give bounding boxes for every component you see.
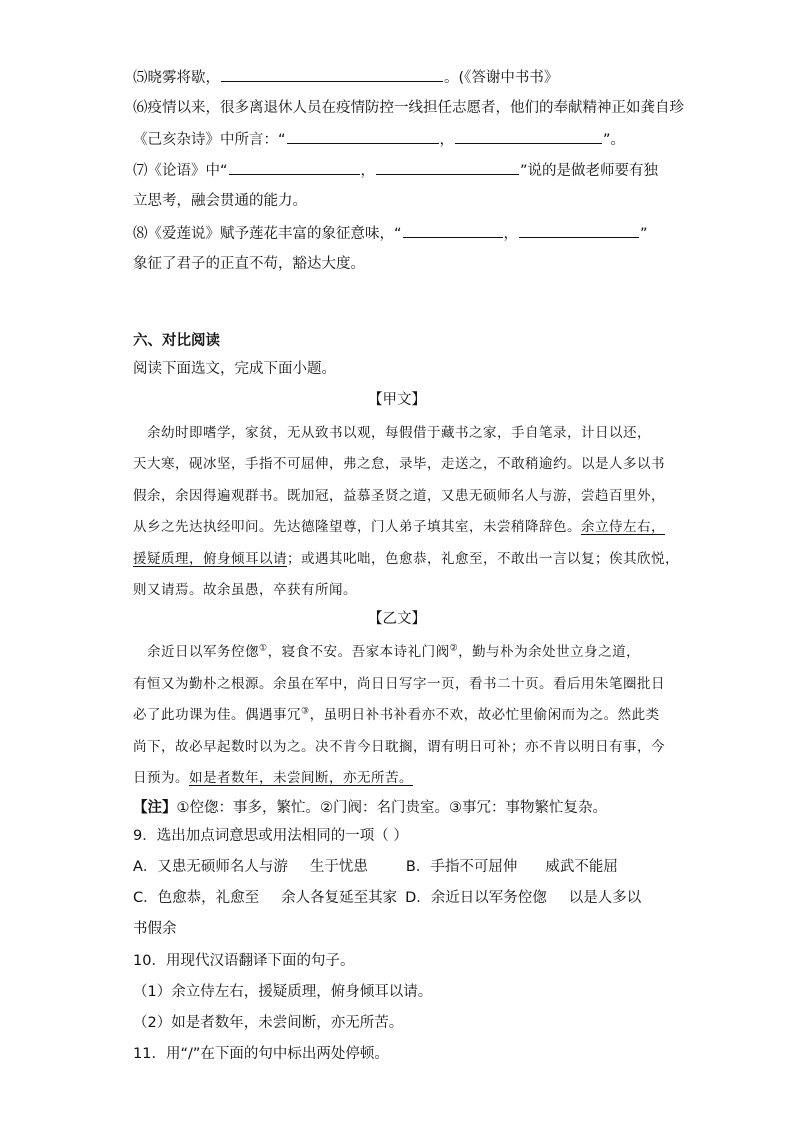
section-title: 六、对比阅读 <box>133 333 220 349</box>
underlined-sentence: 如是者数年，未尝间断，亦无所苦。 <box>189 770 413 786</box>
option-c[interactable]: C．色愈恭，礼愈至 <box>133 890 260 906</box>
annotation-note <box>133 796 607 817</box>
option-c-compare: 余人各复延至其家 <box>281 890 398 906</box>
question-11: 11．用“/”在下面的句中标出两处停顿。 <box>133 1046 389 1062</box>
question-9-option-d-cont: 书假余 <box>133 921 177 937</box>
underlined-sentence: 援疑质理，俯身倾耳以请 <box>133 551 287 567</box>
passage-text: 从乡之先达执经叩问。先达德隆望尊，门人弟子填其室，未尝稍降辞色。 <box>133 519 581 535</box>
passage-jia-line: 则又请焉。故余虽愚，卒获有所闻。 <box>133 582 357 598</box>
fill-item-6-line2 <box>133 129 625 150</box>
fill-text: ， <box>439 132 455 148</box>
passage-jia-line: 天大寒，砚冰坚，手指不可屈伸，弗之怠，录毕，走送之，不敢稍逾约。以是人多以书 <box>133 456 665 472</box>
fill-text: ”。 <box>603 132 626 148</box>
note-label: 【注】 <box>133 800 177 816</box>
fill-text: ⑺《论语》中“ <box>133 163 228 179</box>
fill-text: ⑻《爱莲说》赋予莲花丰富的象征意味，“ <box>133 226 402 242</box>
underlined-sentence: 余立侍左右， <box>581 519 665 535</box>
fill-item-5 <box>133 67 558 88</box>
answer-blank[interactable] <box>376 160 519 175</box>
passage-jia-line: 假余，余因得遍观群书。既加冠，益慕圣贤之道，又患无硕师名人与游，尝趋百里外， <box>133 488 665 504</box>
option-b-compare: 威武不能屈 <box>545 859 618 875</box>
section-instruction: 阅读下面选文，完成下面小题。 <box>133 361 336 377</box>
passage-yi-line <box>133 703 673 723</box>
question-10-2: （2）如是者数年，未尝间断，亦无所苦。 <box>133 1015 404 1031</box>
note-text: ①倥偬：事多，繁忙。②门阀：名门贵室。③事冗：事物繁忙复杂。 <box>176 800 607 816</box>
passage-jia-line <box>133 547 679 567</box>
passage-yi-heading: 【乙文】 <box>368 611 426 627</box>
footnote-mark: ③ <box>301 706 310 717</box>
passage-text: ，勤与朴为余处世立身之道， <box>458 644 641 660</box>
fill-text: ⑸晓雾将歇， <box>133 70 220 86</box>
answer-blank[interactable] <box>455 129 602 144</box>
passage-yi-line: 有恒又为勤朴之根源。余虽在军中，尚日日写字一页，看书二十页。看后用朱笔圈批日 <box>133 676 665 692</box>
option-d-compare: 以是人多以 <box>568 890 642 906</box>
passage-text: ，寝食不安。吾家本诗礼门阀 <box>267 644 450 660</box>
fill-item-6-line1: ⑹疫情以来，很多离退休人员在疫情防控一线担任志愿者，他们的奉献精神正如龚自珍 <box>133 100 684 116</box>
answer-blank[interactable] <box>221 67 443 82</box>
question-9-options-cd <box>133 888 641 908</box>
option-a[interactable]: A．又患无硕师名人与游 <box>133 859 288 875</box>
option-a-compare: 生于忧患 <box>309 859 368 875</box>
passage-text: ，虽明日补书补看亦不欢，故必忙里偷闲而为之。然此类 <box>309 707 660 723</box>
footnote-mark: ① <box>259 643 268 654</box>
question-9: 9．选出加点词意思或用法相同的一项（ ） <box>133 828 408 844</box>
answer-blank[interactable] <box>519 223 639 238</box>
option-d[interactable]: D．余近日以军务倥偬 <box>405 890 547 906</box>
question-10: 10．用现代汉语翻译下面的句子。 <box>133 953 355 969</box>
passage-jia-heading: 【甲文】 <box>368 392 426 408</box>
footnote-mark: ② <box>449 643 459 654</box>
passage-jia-line <box>133 515 673 535</box>
fill-item-7-line2: 立思考，融会贯通的能力。 <box>133 193 307 209</box>
fill-text: 。(《答谢中书书》 <box>444 70 559 86</box>
passage-text: 余近日以军务倥偬 <box>147 644 259 660</box>
question-10-1: （1）余立侍左右，援疑质理，俯身倾耳以请。 <box>133 984 433 1000</box>
passage-yi-line: 尚下，故必早起数时以为之。决不肯今日耽搁，谓有明日可补；亦不肯以明日有事，今 <box>133 739 665 755</box>
passage-text: 必了此功课为佳。偶遇事冗 <box>133 707 301 723</box>
fill-text: ”说的是做老师要有独 <box>520 163 659 179</box>
passage-text: 日预为。 <box>133 770 189 786</box>
fill-item-7-line1 <box>133 160 658 181</box>
fill-item-8-line2: 象征了君子的正直不苟，豁达大度。 <box>133 256 365 272</box>
answer-blank[interactable] <box>403 223 503 238</box>
fill-item-8-line1 <box>133 223 648 244</box>
passage-text: ；或遇其叱咄，色愈恭，礼愈至，不敢出一言以复；俟其欣悦， <box>287 551 679 567</box>
fill-text: ， <box>503 226 519 242</box>
passage-yi-line <box>147 640 687 660</box>
question-9-options-ab <box>133 857 618 877</box>
passage-yi-line <box>133 766 673 786</box>
fill-text: ” <box>640 226 648 242</box>
fill-text: ， <box>360 163 376 179</box>
fill-text: 《己亥杂诗》中所言：“ <box>133 132 286 148</box>
passage-jia-line: 余幼时即嗜学，家贫，无从致书以观，每假借于藏书之家，手自笔录，计日以还， <box>147 425 651 441</box>
option-b[interactable]: B．手指不可屈伸 <box>405 859 518 875</box>
answer-blank[interactable] <box>287 129 439 144</box>
answer-blank[interactable] <box>229 160 360 175</box>
